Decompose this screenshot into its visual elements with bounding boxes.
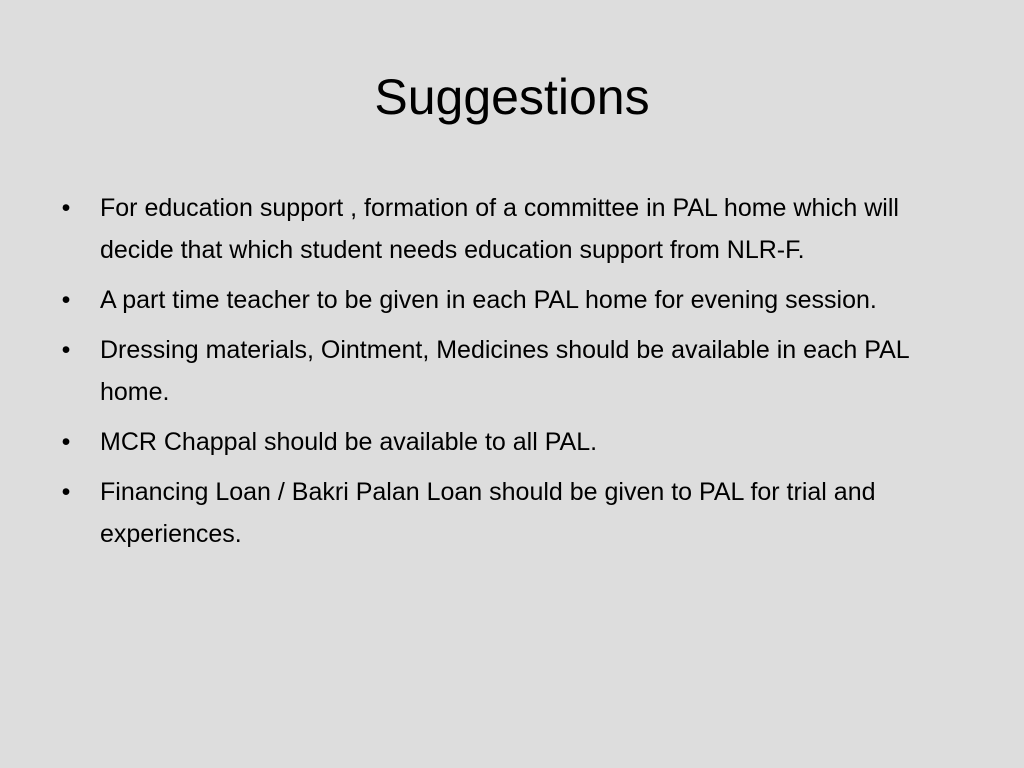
list-item bbox=[56, 279, 976, 321]
list-item bbox=[56, 421, 976, 463]
slide-title: Suggestions bbox=[374, 69, 650, 125]
list-item bbox=[56, 329, 976, 413]
bullet-text: Dressing materials, Ointment, Medicines should be available in each PAL home. bbox=[100, 336, 909, 406]
bullet-text: MCR Chappal should be available to all PAL. bbox=[100, 428, 598, 456]
bullet-text: A part time teacher to be given in each PAL home for evening session. bbox=[100, 286, 877, 314]
list-item bbox=[56, 187, 976, 271]
bullet-list bbox=[56, 187, 976, 563]
bullet-text: For education support , formation of a committee in PAL home which will decide that which student needs education support from NLR-F. bbox=[100, 194, 899, 264]
bullet-icon: • bbox=[61, 336, 71, 364]
list-item bbox=[56, 471, 976, 555]
bullet-icon: • bbox=[61, 286, 71, 314]
bullet-text: Financing Loan / Bakri Palan Loan should be given to PAL for trial and experiences. bbox=[100, 478, 876, 548]
bullet-icon: • bbox=[61, 428, 71, 456]
bullet-icon: • bbox=[61, 194, 71, 222]
bullet-icon: • bbox=[61, 478, 71, 506]
